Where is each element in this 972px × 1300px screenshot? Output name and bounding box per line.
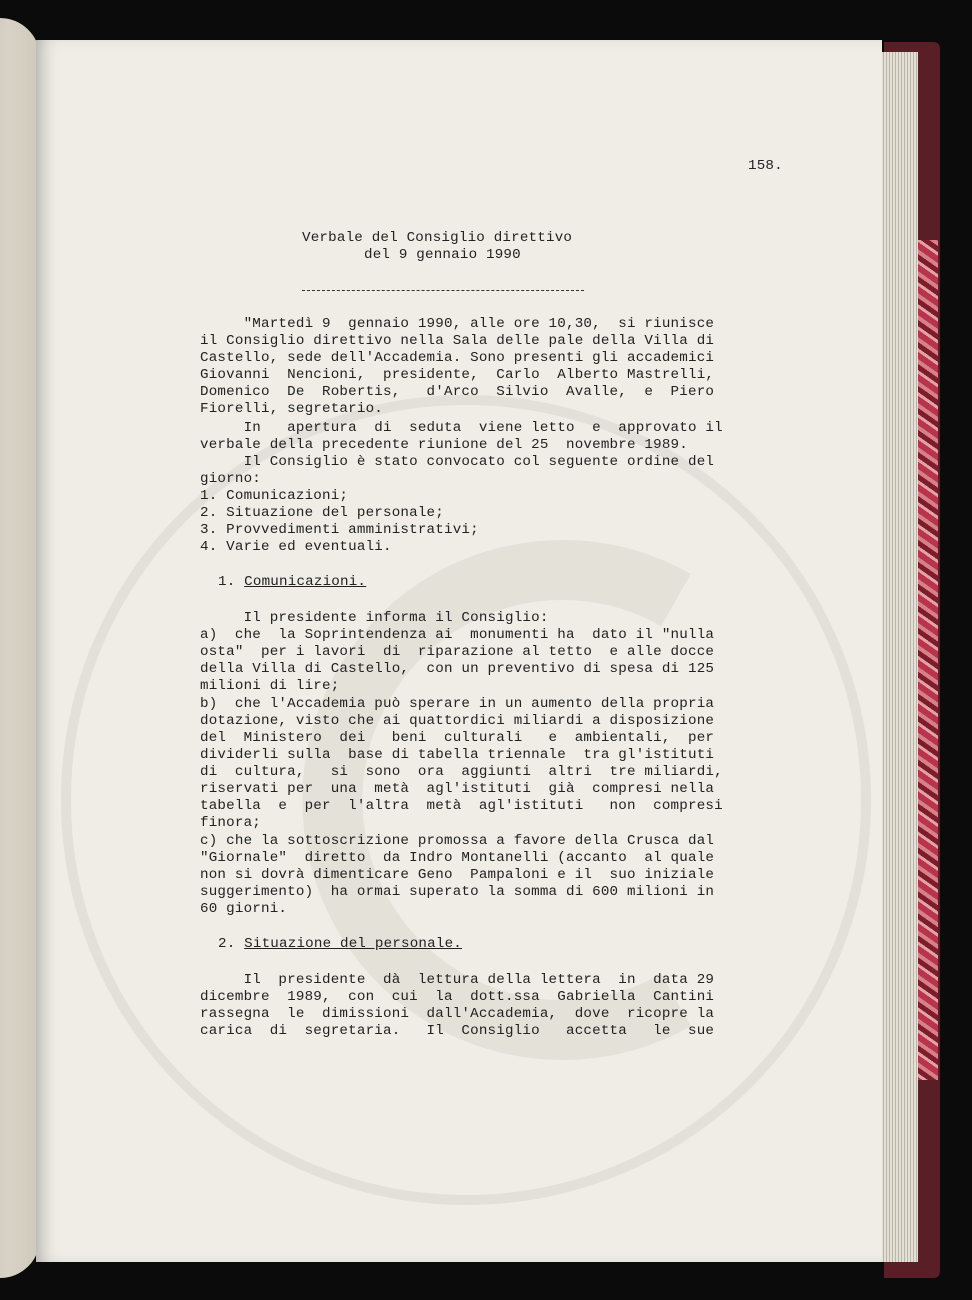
intro-line: "Martedì 9 gennaio 1990, alle ore 10,30, si riunisce — [200, 316, 715, 332]
section1-line: b) che l'Accademia può sperare in un aumento della propria — [200, 696, 715, 712]
section1-line: a) che la Soprintendenza ai monumenti ha dato il "nulla — [200, 627, 715, 643]
section1-line: della Villa di Castello, con un preventivo di spesa di 125 — [200, 661, 715, 677]
intro-line: giorno: — [200, 471, 261, 487]
intro-line: Giovanni Nencioni, presidente, Carlo Alberto Mastrelli, — [200, 367, 715, 383]
section1-line: suggerimento) ha ormai superato la somma di 600 milioni in — [200, 884, 715, 900]
intro-line: verbale della precedente riunione del 25 novembre 1989. — [200, 437, 688, 453]
section1-line: 60 giorni. — [200, 901, 288, 917]
agenda-item: 3. Provvedimenti amministrativi; — [200, 522, 479, 538]
section1-line: tabella e per l'altra metà agl'istituti non compresi — [200, 798, 723, 814]
section1-line: "Giornale" diretto da Indro Montanelli (accanto al quale — [200, 850, 715, 866]
section2-line: rassegna le dimissioni dall'Accademia, dove ricopre la — [200, 1006, 715, 1022]
section1-title: Comunicazioni. — [244, 574, 367, 590]
intro-line: Castello, sede dell'Accademia. Sono presenti gli accademici — [200, 350, 715, 366]
intro-line: Domenico De Robertis, d'Arco Silvio Avalle, e Piero — [200, 384, 715, 400]
page-number: 158. — [748, 158, 783, 174]
section1-line: finora; — [200, 815, 261, 831]
section1-line: osta" per i lavori di riparazione al tetto e alle docce — [200, 644, 715, 660]
section1-line: dotazione, visto che ai quattordici miliardi a disposizione — [200, 713, 715, 729]
section2-title: Situazione del personale. — [244, 936, 463, 952]
section2-line: dicembre 1989, con cui la dott.ssa Gabriella Cantini — [200, 989, 715, 1005]
section1-line: del Ministero dei beni culturali e ambientali, per — [200, 730, 715, 746]
section1-line: milioni di lire; — [200, 678, 340, 694]
section2-line: Il presidente dà lettura della lettera in data 29 — [200, 972, 715, 988]
facing-page-edge — [0, 18, 40, 1278]
intro-line: In apertura di seduta viene letto e approvato il — [200, 420, 723, 436]
document-page — [36, 40, 882, 1262]
section1-line: non si dovrà dimenticare Geno Pampaloni e il suo iniziale — [200, 867, 715, 883]
title-divider — [302, 290, 584, 291]
agenda-item: 4. Varie ed eventuali. — [200, 539, 392, 555]
section2-heading — [218, 936, 462, 952]
document-title-line1: Verbale del Consiglio direttivo — [302, 230, 573, 246]
section1-line: dividerli sulla base di tabella triennale tra gl'istituti — [200, 747, 715, 763]
agenda-item: 2. Situazione del personale; — [200, 505, 444, 521]
intro-line: Il Consiglio è stato convocato col seguente ordine del — [200, 454, 715, 470]
section1-heading — [218, 574, 366, 590]
agenda-item: 1. Comunicazioni; — [200, 488, 349, 504]
section1-line: c) che la sottoscrizione promossa a favore della Crusca dal — [200, 833, 715, 849]
section1-line: di cultura, si sono ora aggiunti altri tre miliardi, — [200, 764, 723, 780]
section1-number: 1. — [218, 574, 245, 590]
section1-line: riservati per una metà agl'istituti già compresi nella — [200, 781, 715, 797]
document-title-line2: del 9 gennaio 1990 — [364, 247, 521, 263]
section2-line: carica di segretaria. Il Consiglio accetta le sue — [200, 1023, 715, 1039]
intro-line: il Consiglio direttivo nella Sala delle pale della Villa di — [200, 333, 715, 349]
intro-line: Fiorelli, segretario. — [200, 401, 383, 417]
section1-line: Il presidente informa il Consiglio: — [200, 610, 549, 626]
section2-number: 2. — [218, 936, 245, 952]
